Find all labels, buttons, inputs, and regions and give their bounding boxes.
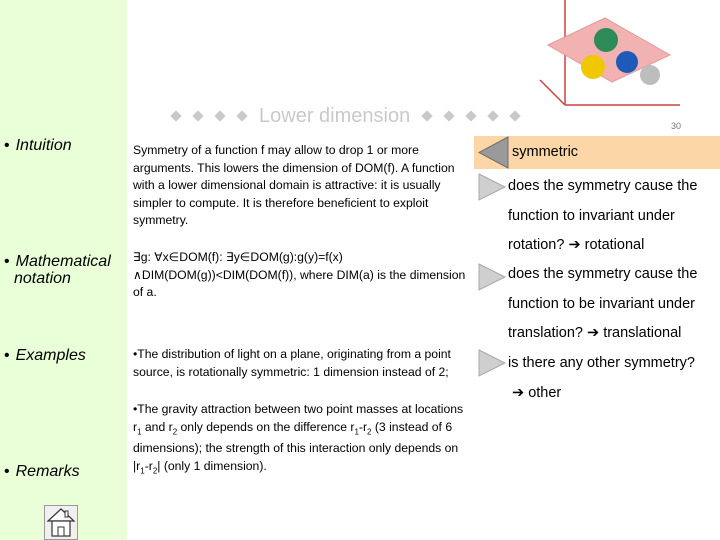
option-answer: translational <box>603 325 682 341</box>
diamond-icon <box>214 110 225 121</box>
math-line-2: ∧DIM(DOM(g))<DIM(DOM(f)), where DIM(a) is the dimension of a. <box>133 267 466 299</box>
subscript: 2 <box>152 466 158 476</box>
slide-title-row <box>165 101 530 131</box>
math-notation-text <box>133 249 473 302</box>
subscript: 1 <box>137 426 142 436</box>
diamond-icon <box>192 110 203 121</box>
slide-title: Lower dimension <box>259 104 411 127</box>
example-text: | (only 1 dimension). <box>157 458 267 473</box>
sidebar-item-intuition[interactable] <box>4 136 72 155</box>
bullet: • <box>4 137 10 154</box>
sidebar-item-examples[interactable] <box>4 346 86 365</box>
example-gravity <box>133 401 473 480</box>
other-option[interactable] <box>508 349 695 408</box>
nav-arrow-icon[interactable] <box>477 349 507 377</box>
diamond-icon <box>488 110 499 121</box>
sidebar-item-label: Examples <box>15 347 86 364</box>
diamond-icon <box>170 110 181 121</box>
nav-arrow-icon[interactable] <box>477 263 507 291</box>
example-text: -r <box>144 458 153 473</box>
example-text: and r <box>141 419 173 434</box>
right-arrow-icon: ➔ <box>587 325 600 341</box>
symmetric-label: symmetric <box>512 144 579 160</box>
option-text: does the symmetry cause the <box>508 266 698 282</box>
subscript: 1 <box>140 466 145 476</box>
translation-option[interactable] <box>508 260 697 349</box>
sidebar-item-label: Remarks <box>15 463 80 480</box>
sidebar-item-label: Intuition <box>15 137 72 154</box>
option-answer: other <box>528 384 562 401</box>
option-line <box>508 231 697 261</box>
example-text: (3 instead of 6 dimensions); the strength of this interaction only depends on |r <box>133 419 459 473</box>
sidebar-item-label: Mathematical <box>15 253 111 270</box>
example-text: only depends on the difference r <box>177 419 355 434</box>
option-text: translation? <box>508 325 583 341</box>
symmetric-button[interactable] <box>474 136 720 169</box>
diamond-icon <box>422 110 433 121</box>
option-text: function to be invariant under <box>508 295 696 312</box>
example-text: •The gravity attraction between two point masses at locations r <box>133 402 464 434</box>
option-text: does the symmetry cause the <box>508 178 698 194</box>
sidebar-item-remarks[interactable] <box>4 462 80 481</box>
nav-arrow-left-icon <box>477 136 509 169</box>
sidebar-item-label-continued: notation <box>14 270 71 287</box>
option-text: rotation? <box>508 237 565 253</box>
bullet: • <box>4 463 10 480</box>
sidebar-item-mathematical-notation[interactable] <box>4 252 111 271</box>
subscript: 2 <box>367 426 372 436</box>
page-number: 30 <box>671 121 682 131</box>
right-arrow-icon: ➔ <box>568 237 581 253</box>
option-line <box>508 379 695 409</box>
diamond-icon <box>236 110 247 121</box>
example-light: •The distribution of light on a plane, originating from a point source, is rotationally symmetric: 1 dimension instead of 2; <box>133 347 451 379</box>
example-text: -r <box>358 419 368 434</box>
diamond-icon <box>444 110 455 121</box>
intuition-text: Symmetry of a function f may allow to drop 1 or more arguments. This lowers the dimension of DOM(f). A function with a lower dimensional domain is attractive: it is usually simpler to compute. It is therefore beneficient to exploit symmetry. <box>133 143 455 227</box>
option-text: is there any other symmetry? <box>508 355 695 371</box>
diamond-icon <box>510 110 521 121</box>
right-arrow-icon: ➔ <box>512 384 525 401</box>
logo-icon <box>530 0 680 112</box>
option-answer: rotational <box>584 237 645 253</box>
math-line-1: ∃g: ∀x∈DOM(f): ∃y∈DOM(g):g(y)=f(x) <box>133 250 343 264</box>
rotation-option[interactable] <box>508 172 697 261</box>
option-text: function to invariant under <box>508 207 675 224</box>
diamond-icon <box>466 110 477 121</box>
bullet: • <box>4 347 10 364</box>
option-line <box>508 319 697 349</box>
home-icon[interactable] <box>44 505 78 540</box>
nav-arrow-icon[interactable] <box>477 173 507 201</box>
subscript: 1 <box>354 426 359 436</box>
bullet: • <box>4 253 10 270</box>
subscript: 2 <box>172 426 178 436</box>
